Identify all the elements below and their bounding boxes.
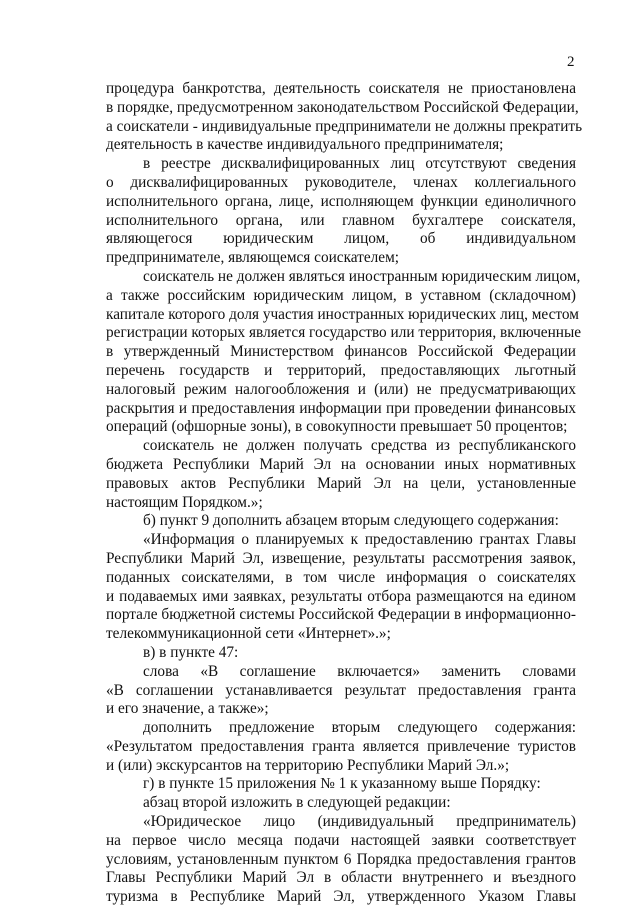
text-line: о дисквалифицированных руководителе, членах коллегиального: [106, 173, 576, 191]
text-line: г) в пункте 15 приложения № 1 к указанному выше Порядку:: [143, 775, 541, 793]
text-line: процедура банкротства, деятельность соискателя не приостановлена: [106, 80, 576, 97]
text-line: в порядке, предусмотренном законодательством Российской Федерации,: [106, 98, 579, 116]
text-line: в утвержденный Министерством финансов Российской Федерации: [106, 343, 576, 361]
text-line: а также российским юридическим лицом, в уставном (складочном): [106, 286, 576, 304]
text-line: и его значение, а также»;: [106, 700, 269, 718]
text-line: перечень государств и территорий, предоставляющих льготный: [106, 361, 576, 379]
text-line: налоговый режим налогообложения и (или) не предусматривающих: [106, 380, 576, 398]
text-line: портале бюджетной системы Российской Федерации в информационно-: [106, 606, 576, 624]
text-line: деятельность в качестве индивидуального предпринимателя;: [106, 136, 504, 154]
text-line: бюджета Республики Марий Эл на основании иных нормативных: [106, 455, 576, 473]
text-line: соискатель не должен являться иностранным юридическим лицом,: [143, 267, 581, 285]
text-line: туризма в Республике Марий Эл, утвержденного Указом Главы: [106, 888, 576, 906]
text-line: исполнительного органа, лице, исполняющем функции единоличного: [106, 192, 576, 210]
text-line: исполнительного органа, или главном бухгалтере соискателя,: [106, 211, 576, 229]
text-line: на первое число месяца подачи настоящей заявки соответствует: [106, 831, 576, 849]
text-line: «Информация о планируемых к предоставлению грантах Главы: [143, 531, 576, 549]
text-line: «Юридическое лицо (индивидуальный предприниматель): [143, 813, 576, 831]
page-number: 2: [567, 54, 575, 70]
text-line: абзац второй изложить в следующей редакции:: [143, 794, 451, 812]
text-line: слова «В соглашение включается» заменить словами: [143, 662, 576, 680]
text-line: Республики Марий Эл, извещение, результаты рассмотрения заявок,: [106, 549, 576, 567]
text-line: операций (офшорные зоны), в совокупности превышает 50 процентов;: [106, 418, 568, 436]
text-line: условиям, установленным пунктом 6 Порядка предоставления грантов: [106, 850, 576, 868]
text-line: и (или) экскурсантов на территорию Республики Марий Эл.»;: [106, 756, 510, 774]
text-line: предпринимателе, являющемся соискателем;: [106, 249, 400, 267]
text-line: раскрытия и предоставления информации при проведении финансовых: [106, 399, 576, 417]
text-line: б) пункт 9 дополнить абзацем вторым следующего содержания:: [143, 512, 559, 530]
text-line: являющегося юридическим лицом, об индивидуальном: [106, 230, 576, 248]
text-line: Главы Республики Марий Эл в области внутреннего и въездного: [106, 869, 576, 887]
text-line: настоящим Порядком.»;: [106, 493, 263, 511]
text-line: капитале которого доля участия иностранных юридических лиц, местом: [106, 305, 579, 323]
text-line: соискатель не должен получать средства из республиканского: [143, 437, 576, 455]
document-body: [106, 80, 583, 907]
text-line: а соискатели - индивидуальные предприниматели не должны прекратить: [106, 117, 583, 135]
text-line: и подаваемых ими заявках, результаты отбора размещаются на едином: [106, 587, 576, 605]
text-line: телекоммуникационной сети «Интернет».»;: [106, 625, 391, 643]
text-line: в) в пункте 47:: [143, 643, 239, 661]
text-line: правовых актов Республики Марий Эл на цели, установленные: [106, 474, 576, 492]
text-line: поданных соискателями, в том числе информация о соискателях: [106, 568, 576, 586]
text-line: «Результатом предоставления гранта является привлечение туристов: [106, 737, 576, 755]
text-line: дополнить предложение вторым следующего содержания:: [143, 719, 576, 737]
text-line: в реестре дисквалифицированных лиц отсутствуют сведения: [143, 155, 576, 173]
text-line: «В соглашении устанавливается результат предоставления гранта: [106, 681, 576, 699]
text-line: регистрации которых является государство или территория, включенные: [106, 324, 582, 342]
